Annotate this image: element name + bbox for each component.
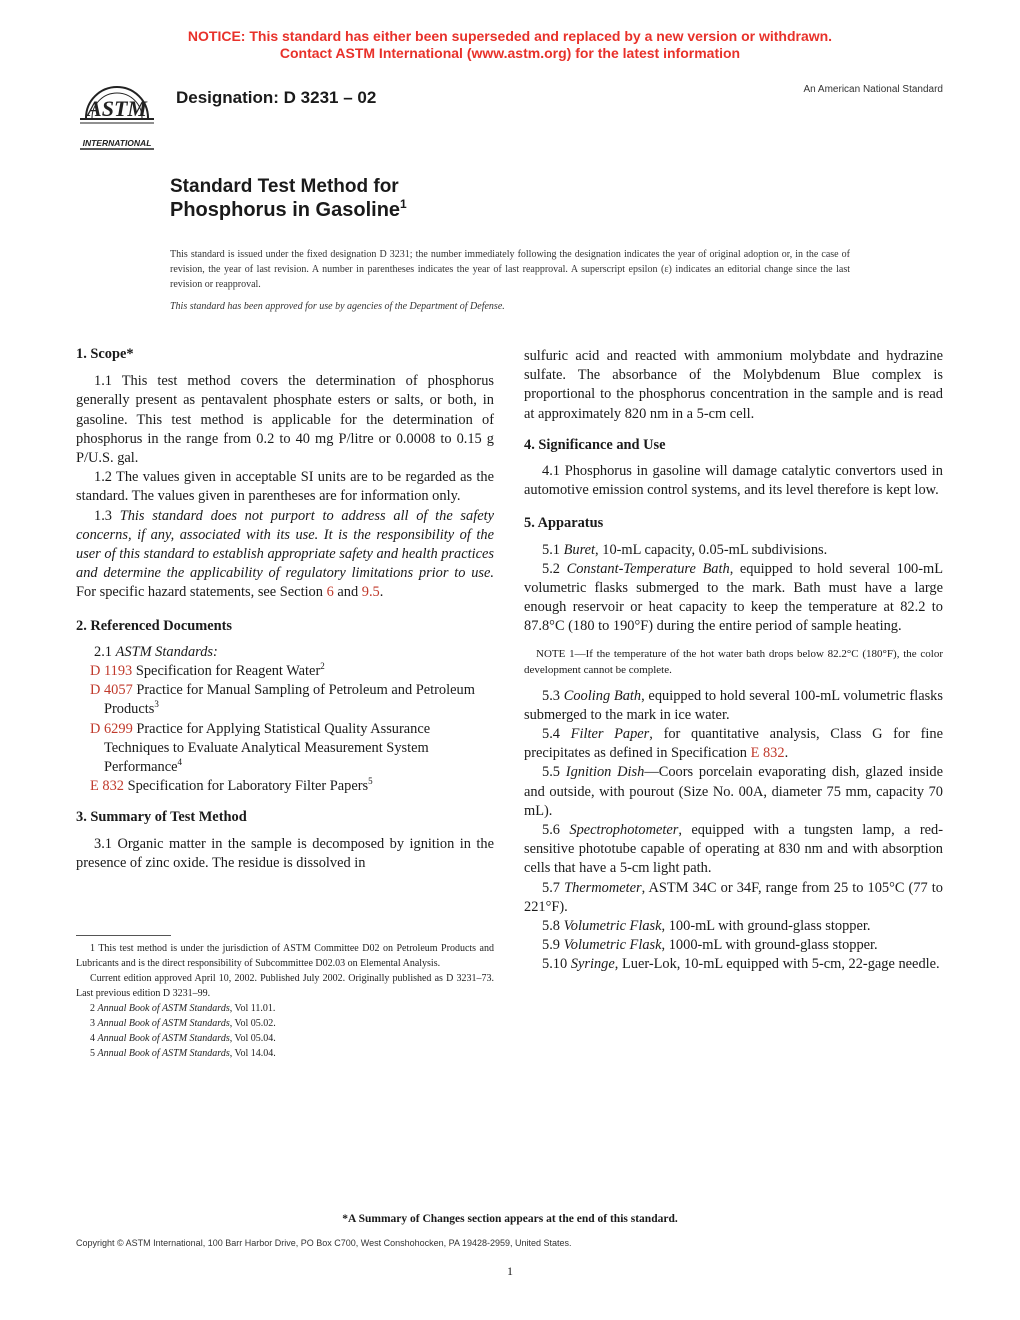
- ref-title: Practice for Applying Statistical Quality Assurance Techniques to Evaluate Analytical Measurement System Performance: [104, 720, 431, 776]
- footnote-book: Annual Book of ASTM Standards: [97, 1033, 230, 1044]
- para-2-1: [76, 643, 494, 662]
- footnote-num: 4: [90, 1033, 95, 1044]
- dod-approval-note: This standard has been approved for use by agencies of the Department of Defense.: [170, 301, 505, 312]
- item-text: —Coors porcelain evaporating dish, glazed inside and outside, with pourout (Size No. 00A, diameter 75 mm, capacity 70 mL).: [524, 764, 943, 819]
- footnote-item: [76, 1016, 494, 1031]
- para-4-1: 4.1 Phosphorus in gasoline will damage catalytic convertors used in automotive emission control systems, and its level therefore is kept low.: [524, 463, 943, 499]
- ref-code-link[interactable]: D 4057: [90, 682, 133, 699]
- para-3-1: 3.1 Organic matter in the sample is decomposed by ignition in the presence of zinc oxide. The residue is dissolved in: [76, 835, 494, 871]
- link-section-9-5[interactable]: 9.5: [361, 584, 380, 601]
- para-3-1-continued: sulfuric acid and reacted with ammonium molybdate and hydrazine sulfate. The absorbance of the Molybdenum Blue complex is proportional to the phosphorus concentration in the sample and is read at approximately 820 nm in a 5-cm cell.: [524, 348, 943, 422]
- section-5-heading: 5. Apparatus: [524, 515, 604, 532]
- item-name: Filter Paper: [570, 726, 650, 743]
- issuance-note: This standard is issued under the fixed designation D 3231; the number immediately following the designation indicates the year of original adoption or, in the case of revision, the year of last revision. A number in parentheses indicates the year of last reapproval. A superscript epsilon (ε) indicates an editorial change since the last revision or reapproval.: [170, 249, 850, 290]
- item-name: Volumetric Flask: [563, 937, 662, 954]
- ref-item: [90, 777, 494, 796]
- para-1-3-tail: For specific hazard statements, see Section: [76, 584, 323, 601]
- ref-code-link[interactable]: D 1193: [90, 663, 133, 680]
- ref-title: Specification for Laboratory Filter Papers: [127, 778, 369, 795]
- item-text: , 10-mL capacity, 0.05-mL subdivisions.: [595, 541, 828, 558]
- notice-line-1: NOTICE: This standard has either been superseded and replaced by a new version or withdrawn.: [187, 28, 833, 44]
- apparatus-item: [524, 821, 943, 879]
- ref-footnote: 2: [320, 661, 325, 672]
- footnote-num: 5: [90, 1048, 95, 1059]
- item-name: Ignition Dish: [565, 764, 645, 781]
- para-1-3-num: 1.3: [94, 507, 112, 524]
- footnote-vol: , Vol 05.02.: [229, 1018, 276, 1029]
- ref-item: [90, 720, 494, 778]
- item-text: , 100-mL with ground-glass stopper.: [661, 918, 871, 935]
- item-text: , equipped to hold several 100-mL volumetric flasks submerged to the mark in ice water.: [524, 687, 943, 723]
- item-num: 5.6: [542, 822, 560, 839]
- footnote-item: [76, 1001, 494, 1016]
- title-footnote-mark: 1: [400, 197, 407, 211]
- and-word: and: [337, 584, 359, 601]
- ref-item: [90, 662, 494, 681]
- copyright: Copyright © ASTM International, 100 Barr Harbor Drive, PO Box C700, West Conshohocken, PA 19428-2959, United States.: [76, 1238, 572, 1248]
- item-num: 5.8: [542, 918, 560, 935]
- logo-subtext: INTERNATIONAL: [82, 138, 152, 148]
- footnote-vol: , Vol 14.04.: [229, 1048, 276, 1059]
- footnote-num: 3: [90, 1018, 95, 1029]
- item-name: Syringe: [570, 956, 615, 973]
- ref-code-link[interactable]: D 6299: [90, 720, 133, 737]
- apparatus-item: [524, 879, 943, 917]
- summary-of-changes-note: *A Summary of Changes section appears at the end of this standard.: [342, 1213, 678, 1225]
- note-1: NOTE 1—If the temperature of the hot water bath drops below 82.2°C (180°F), the color development cannot be complete.: [524, 647, 943, 676]
- para-1-1: 1.1 This test method covers the determination of phosphorus generally present as pentavalent phosphate esters or salts, or both, in gasoline. This test method is applicable for the determination of phosphorus in the range from 0.2 to 40 mg P/litre or 0.0008 to 0.15 g P/U.S. gal.: [76, 373, 494, 467]
- footnote-book: Annual Book of ASTM Standards: [97, 1003, 230, 1014]
- item-num: 5.1: [542, 541, 560, 558]
- item-num: 5.7: [542, 879, 560, 896]
- ref-code-link[interactable]: E 832: [90, 778, 124, 795]
- title-line-2: [170, 198, 407, 222]
- item-name: Buret: [563, 541, 596, 558]
- item-num: 5.4: [542, 726, 560, 743]
- para-2-1-num: 2.1: [94, 643, 112, 660]
- referenced-list: [76, 662, 494, 796]
- ref-footnote: 5: [368, 776, 373, 787]
- right-column: [524, 347, 943, 975]
- link-e832[interactable]: E 832: [750, 745, 785, 762]
- apparatus-item: [524, 560, 943, 637]
- item-text: , equipped to hold several 100-mL volumetric flasks submerged to the mark. Bath must have a large enough reservoir or heat capacity to keep the temperature at 82.2 to 87.8°C (180 to 190°F) during the entire period of sample heating.: [524, 560, 943, 635]
- item-tail: .: [784, 745, 789, 762]
- period: .: [379, 584, 384, 601]
- footnote-item: [76, 1046, 494, 1061]
- apparatus-item: [524, 541, 943, 560]
- item-name: Spectrophotometer: [569, 822, 679, 839]
- section-4-heading: 4. Significance and Use: [524, 436, 666, 453]
- para-1-3-safety: This standard does not purport to address all of the safety concerns, if any, associated with its use. It is the responsibility of the user of this standard to establish appropriate safety and health practices and determine the applicability of regulatory limitations prior to use.: [76, 507, 494, 582]
- footnote-book: Annual Book of ASTM Standards: [97, 1048, 230, 1059]
- footnote-num: 2: [90, 1003, 95, 1014]
- title-line-1: Standard Test Method for: [170, 176, 399, 197]
- astm-logo: [72, 74, 162, 154]
- footnote-vol: , Vol 11.01.: [229, 1003, 276, 1014]
- para-1-3: [76, 507, 494, 603]
- american-national-standard: An American National Standard: [803, 84, 943, 95]
- item-text: , ASTM 34C or 34F, range from 25 to 105°C (77 to 221°F).: [524, 879, 943, 915]
- item-name: Thermometer: [564, 879, 642, 896]
- para-2-1-label: ASTM Standards:: [115, 643, 218, 660]
- item-text: , 1000-mL with ground-glass stopper.: [661, 937, 878, 954]
- ref-title: Specification for Reagent Water: [135, 663, 321, 680]
- item-name: Volumetric Flask: [563, 918, 662, 935]
- apparatus-item: [524, 763, 943, 821]
- apparatus-item: [524, 917, 943, 936]
- page-number: 1: [507, 1264, 513, 1278]
- footnote-vol: , Vol 05.04.: [229, 1033, 276, 1044]
- item-name: Constant-Temperature Bath: [566, 560, 730, 577]
- apparatus-item: [524, 687, 943, 725]
- item-num: 5.3: [542, 687, 560, 704]
- item-text: , equipped with a tungsten lamp, a red-sensitive phototube capable of operating at 830 nm and with absorption cells that have a 5-cm light path.: [524, 822, 943, 877]
- apparatus-item: [524, 725, 943, 763]
- ref-title: Practice for Manual Sampling of Petroleum and Petroleum Products: [104, 682, 475, 718]
- footnote-item: [76, 1031, 494, 1046]
- section-3-heading: 3. Summary of Test Method: [76, 809, 247, 826]
- logo-text: ASTM: [87, 96, 147, 121]
- link-section-6[interactable]: 6: [326, 584, 334, 601]
- title-text: Phosphorus in Gasoline: [170, 199, 401, 221]
- notice-line-2: Contact ASTM International (www.astm.org) for the latest information: [279, 45, 741, 61]
- section-2-heading: 2. Referenced Documents: [76, 617, 232, 634]
- item-num: 5.10: [542, 956, 568, 973]
- apparatus-item: [524, 955, 943, 974]
- footnote-book: Annual Book of ASTM Standards: [97, 1018, 230, 1029]
- para-1-2: 1.2 The values given in acceptable SI units are to be regarded as the standard. The values given in parentheses are for information only.: [76, 469, 494, 505]
- ref-item: [90, 681, 494, 719]
- item-text: , for quantitative analysis, Class G for fine precipitates as defined in Specification: [524, 726, 943, 762]
- footnote-rule: [76, 935, 171, 936]
- withdrawal-notice: [0, 28, 1020, 62]
- ref-footnote: 4: [177, 757, 183, 768]
- left-column: [76, 345, 494, 873]
- item-num: 5.9: [542, 937, 560, 954]
- item-text: , Luer-Lok, 10-mL equipped with 5-cm, 22-gage needle.: [614, 956, 940, 973]
- section-1-heading: 1. Scope*: [76, 346, 134, 362]
- item-name: Cooling Bath: [563, 687, 642, 704]
- ref-footnote: 3: [154, 699, 159, 710]
- designation: Designation: D 3231 – 02: [176, 88, 377, 107]
- footnote-1: 1 This test method is under the jurisdiction of ASTM Committee D02 on Petroleum Products and Lubricants and is the direct responsibility of Subcommittee D02.03 on Elemental Analysis.: [76, 943, 494, 969]
- apparatus-item: [524, 936, 943, 955]
- footnote-1-edition: Current edition approved April 10, 2002. Published July 2002. Originally published as D 3231–73. Last previous edition D 3231–99.: [76, 973, 494, 999]
- item-num: 5.2: [542, 560, 560, 577]
- footnotes: [76, 941, 494, 1061]
- item-num: 5.5: [542, 764, 560, 781]
